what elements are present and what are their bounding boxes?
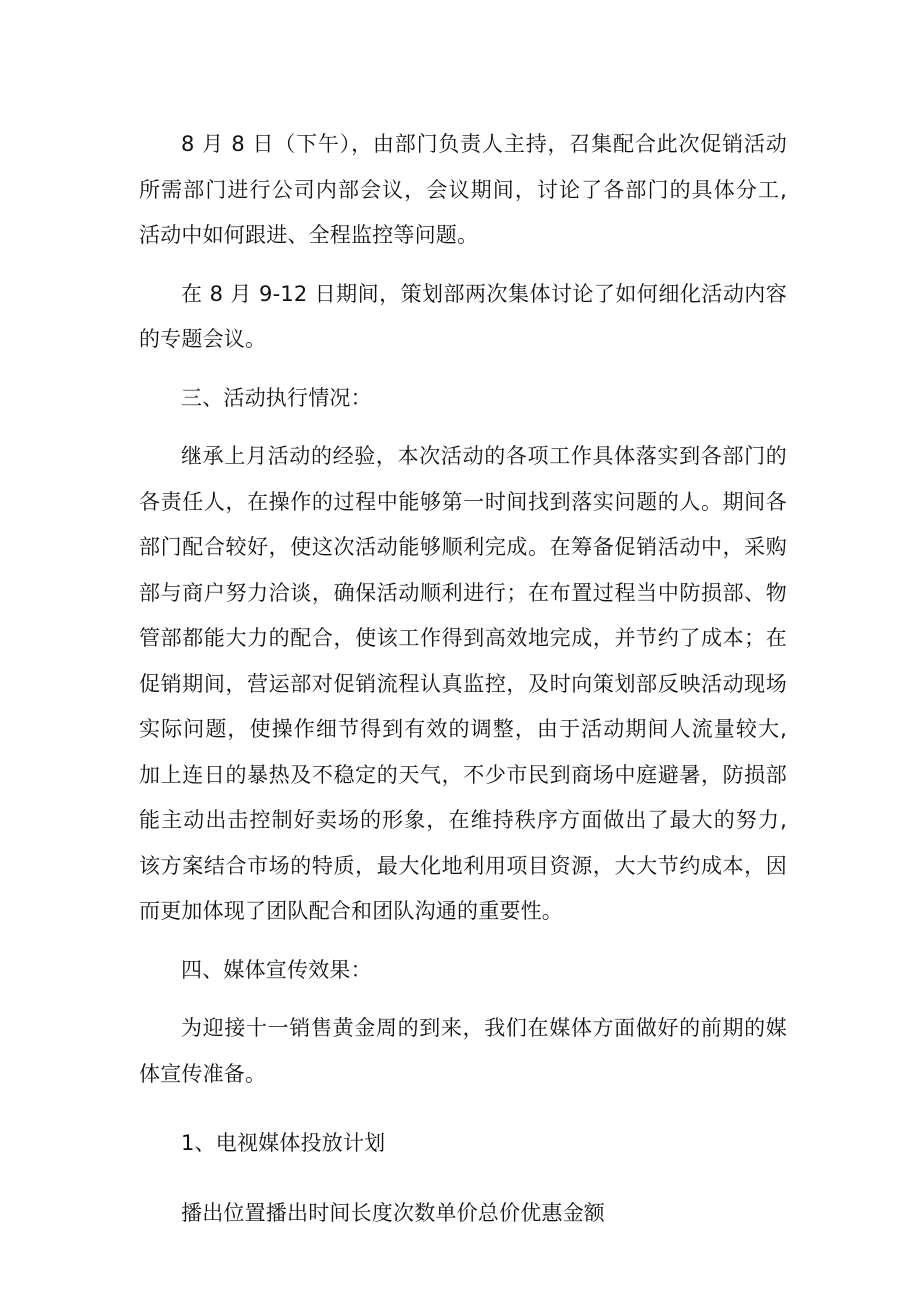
section-heading-execution: 三、活动执行情况： bbox=[181, 385, 372, 410]
paragraph-spacer bbox=[139, 993, 787, 1006]
paragraph-execution-details: 继承上月活动的经验，本次活动的各项工作具体落实到各部门的各责任人，在操作的过程中能够第一时间找到落实问题的人。期间各部门配合较好，使这次活动能够顺利完成。在筹备促销活动中，采购部与商户努力洽谈，确保活动顺利进行；在布置过程当中防损部、物管部都能大力的配合，使该工作得到高效地完成，并节约了成本；在促销期间，营运部对促销流程认真监控，及时向策划部反映活动现场实际问题，使操作细节得到有效的调整，由于活动期间人流量较大, 加上连日的暴热及不稳定的天气，不少市民到商场中庭避暑，防损部能主动出击控制好卖场的形象，在维持秩序方面做出了最大的努力, 该方案结合市场的特质，最大化地利用项目资源，大大节约成本，因而更加体现了团队配合和团队沟通的重要性。 bbox=[139, 444, 787, 923]
paragraph-spacer bbox=[139, 935, 787, 948]
paragraph-spacer bbox=[139, 259, 787, 272]
table-header-line: 播出位置播出时间长度次数单价总价优惠金额 bbox=[181, 1200, 605, 1225]
subheading-tv-media-plan: 1、电视媒体投放计划 bbox=[181, 1131, 386, 1155]
paragraph-media-preparation: 为迎接十一销售黄金周的到来，我们在媒体方面做好的前期的媒体宣传准备。 bbox=[139, 1016, 787, 1086]
paragraph-meeting-aug-8: 8 月 8 日（下午），由部门负责人主持，召集配合此次促销活动所需部门进行公司内部会议，会议期间，讨论了各部门的具体分工, 活动中如何跟进、全程监控等问题。 bbox=[139, 132, 787, 247]
paragraph-spacer bbox=[139, 363, 787, 376]
paragraph-spacer bbox=[139, 1097, 787, 1121]
paragraph-meeting-aug-9-12: 在 8 月 9-12 日期间，策划部两次集体讨论了如何细化活动内容的专题会议。 bbox=[139, 281, 787, 351]
paragraph-spacer bbox=[139, 1167, 787, 1191]
paragraph-spacer bbox=[139, 421, 787, 434]
document-body bbox=[139, 122, 787, 1236]
section-heading-media: 四、媒体宣传效果： bbox=[181, 957, 372, 982]
